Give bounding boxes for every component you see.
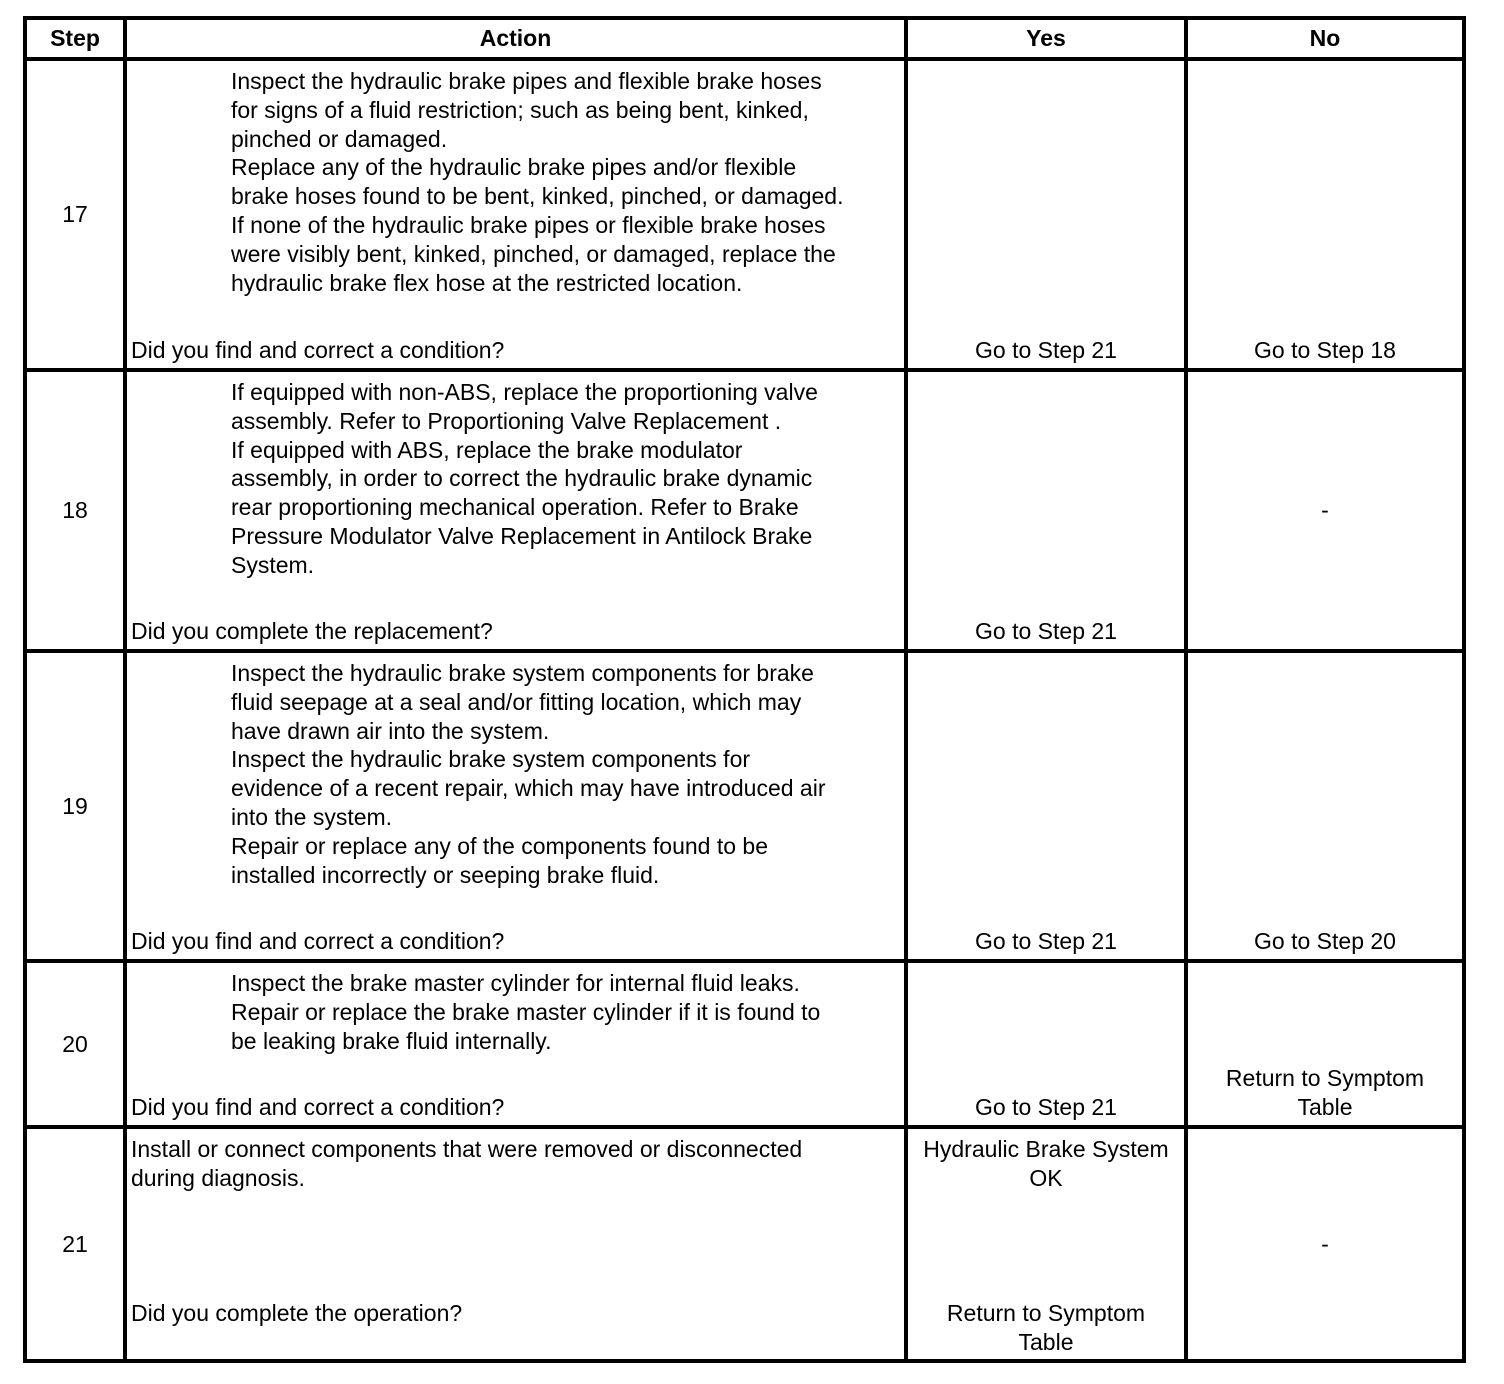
action-instructions: Install or connect components that were removed or disconnected during diagnosis. — [131, 1136, 803, 1191]
yes-outcome: Go to Step 21 — [975, 1094, 1117, 1120]
no-outcome: - — [1321, 1230, 1329, 1257]
step-number: 17 — [62, 201, 88, 228]
action-instructions: Inspect the hydraulic brake pipes and flexible brake hoses for signs of a fluid restriction; such as being bent, kinked, pinched or damaged. Replace any of the hydraulic brake pipes and/or flexible brake hoses found to be bent, kinked, pinched, or damaged. If none of the hydraulic brake pipes or flexible brake hoses were visibly bent, kinked, pinched, or damaged, replace the hydraulic brake flex hose at the restricted location. — [231, 68, 844, 296]
row-divider — [27, 959, 1462, 963]
no-outcome: Go to Step 20 — [1254, 928, 1396, 954]
action-question: Did you find and correct a condition? — [131, 928, 505, 954]
yes-outcome: Go to Step 21 — [975, 618, 1117, 644]
row-divider — [27, 649, 1462, 653]
action-instructions: Inspect the brake master cylinder for internal fluid leaks. Repair or replace the brake master cylinder if it is found to be leaking brake fluid internally. — [231, 970, 821, 1054]
yes-outcome: Go to Step 21 — [975, 928, 1117, 954]
action-question: Did you find and correct a condition? — [131, 337, 505, 363]
action-question: Did you complete the replacement? — [131, 618, 493, 644]
header-yes: Yes — [1026, 25, 1066, 52]
step-number: 21 — [62, 1230, 88, 1257]
action-question: Did you complete the operation? — [131, 1300, 463, 1326]
step-number: 19 — [62, 792, 88, 819]
column-divider — [123, 20, 127, 1359]
diagnostic-table — [23, 16, 1466, 1363]
action-question: Did you find and correct a condition? — [131, 1094, 505, 1120]
step-number: 18 — [62, 497, 88, 524]
action-instructions: Inspect the hydraulic brake system components for brake fluid seepage at a seal and/or fitting location, which may have drawn air into the system. Inspect the hydraulic brake system components for evidence of a recent repair, which may have introduced air into the system. Repair or replace any of the components found to be installed incorrectly or seeping brake fluid. — [231, 660, 826, 888]
no-outcome: Return to Symptom Table — [1225, 1065, 1425, 1120]
no-outcome: Go to Step 18 — [1254, 337, 1396, 363]
step-number: 20 — [62, 1030, 88, 1057]
header-no: No — [1309, 25, 1341, 52]
row-divider — [27, 57, 1462, 61]
header-action: Action — [479, 25, 552, 52]
yes-outcome: Return to Symptom Table — [946, 1300, 1146, 1355]
no-outcome: - — [1321, 497, 1329, 524]
yes-result: Hydraulic Brake System OK — [923, 1136, 1169, 1191]
header-step: Step — [50, 25, 100, 52]
action-instructions: If equipped with non-ABS, replace the proportioning valve assembly. Refer to Proportioning Valve Replacement . If equipped with ABS, replace the brake modulator assembly, in order to correct the hydraulic brake dynamic rear proportioning mechanical operation. Refer to Brake Pressure Modulator Valve Replacement in Antilock Brake System. — [231, 379, 818, 578]
yes-outcome: Go to Step 21 — [975, 337, 1117, 363]
